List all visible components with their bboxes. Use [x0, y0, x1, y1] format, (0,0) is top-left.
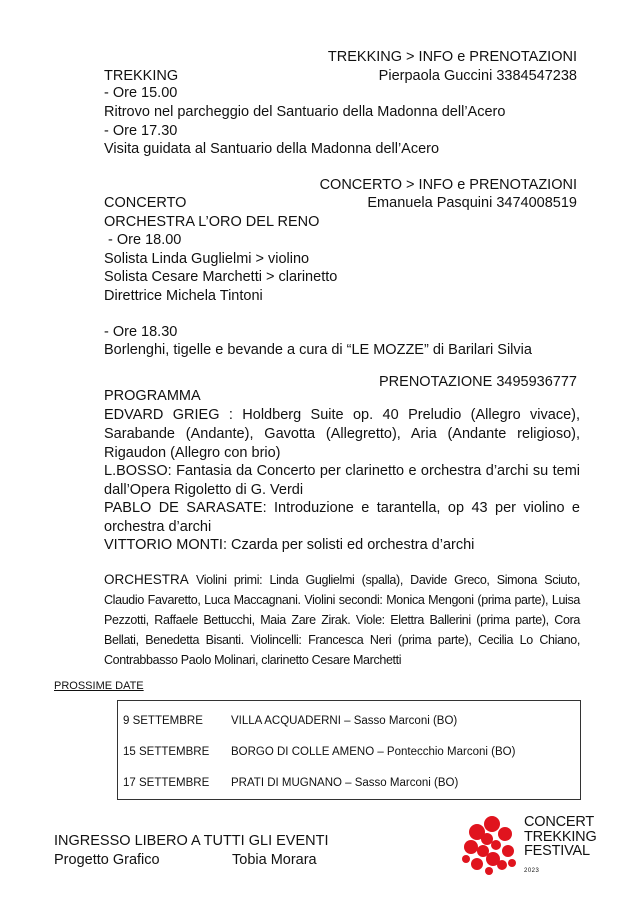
dates-box	[117, 700, 581, 800]
flower-icon	[462, 815, 522, 877]
trekking-line-4: Visita guidata al Santuario della Madonna dell’Acero	[104, 141, 440, 157]
concerto-title: CONCERTO	[104, 195, 187, 211]
orchestra-members-text: Violini primi: Linda Guglielmi (spalla), Davide Greco, Simona Sciuto, Claudio Favaretto, Luca Maccagnani. Violini secondi: Monica Mengoni (prima parte), Luisa Pezzotti, Raffaele Bettucchi, Maia Zare Zirak. Viole: Elettra Ballerini (prima parte), Cora Bellati, Benedetta Bisanti. Violincelli: Francesca Neri (prima parte), Cecilia Lo Chiano, Contrabbasso Paolo Molinari, clarinetto Cesare Marchetti	[104, 573, 580, 667]
programma-item-bosso: L.BOSSO: Fantasia da Concerto per clarinetto e orchestra d’archi su temi dall’Opera Rigoletto di G. Verdi	[104, 463, 580, 498]
orchestra-label: ORCHESTRA	[104, 572, 189, 587]
date-place: VILLA ACQUADERNI – Sasso Marconi (BO)	[231, 715, 458, 727]
logo-dot	[462, 855, 470, 863]
logo-dot	[497, 860, 507, 870]
logo-dot	[498, 827, 512, 841]
trekking-title: TREKKING	[104, 68, 179, 84]
logo-dot	[508, 859, 516, 867]
ingresso-libero: INGRESSO LIBERO A TUTTI GLI EVENTI	[54, 833, 329, 849]
logo-wordmark	[524, 815, 597, 859]
programma-item-sarasate: PABLO DE SARASATE: Introduzione e tarantella, op 43 per violino e orchestra d’archi	[104, 500, 580, 535]
prossime-date-title: PROSSIME DATE	[54, 680, 144, 692]
concerto-contact-header: CONCERTO > INFO e PRENOTAZIONI	[319, 177, 577, 193]
food-time: - Ore 18.30	[104, 324, 178, 340]
date-place: PRATI DI MUGNANO – Sasso Marconi (BO)	[231, 777, 459, 789]
logo-line-2: TREKKING	[524, 828, 597, 845]
logo-dot	[485, 867, 493, 875]
logo-dot	[484, 816, 500, 832]
trekking-contact-name: Pierpaola Guccini 3384547238	[378, 68, 577, 84]
concerto-orchestra: ORCHESTRA L’ORO DEL RENO	[104, 214, 320, 230]
concerto-line-1: - Ore 18.00	[104, 232, 182, 248]
concerto-line-3: Solista Cesare Marchetti > clarinetto	[104, 269, 338, 285]
programma-item-monti: VITTORIO MONTI: Czarda per solisti ed orchestra d’archi	[104, 537, 475, 553]
date-text: 9 SETTEMBRE	[123, 715, 203, 727]
trekking-contact-header: TREKKING > INFO e PRENOTAZIONI	[327, 49, 577, 65]
trekking-line-2: Ritrovo nel parcheggio del Santuario della Madonna dell’Acero	[104, 104, 506, 120]
concerto-contact-name: Emanuela Pasquini 3474008519	[367, 195, 577, 211]
logo-line-3: FESTIVAL	[524, 843, 590, 859]
date-place: BORGO DI COLLE AMENO – Pontecchio Marconi (BO)	[231, 746, 516, 758]
trekking-line-1: - Ore 15.00	[104, 85, 178, 101]
food-text: Borlenghi, tigelle e bevande a cura di “LE MOZZE” di Barilari Silvia	[104, 342, 532, 358]
programma-title: PROGRAMMA	[104, 388, 201, 404]
trekking-line-3: - Ore 17.30	[104, 123, 178, 139]
logo-dot	[491, 840, 501, 850]
logo-dot	[481, 833, 493, 845]
progetto-grafico-label: Progetto Grafico	[54, 852, 160, 868]
orchestra-members	[104, 570, 580, 670]
logo-dot	[502, 845, 514, 857]
logo-dot	[471, 858, 483, 870]
logo-year: 2023	[524, 868, 540, 874]
prenotazione: PRENOTAZIONE 3495936777	[379, 374, 577, 390]
date-text: 17 SETTEMBRE	[123, 777, 210, 789]
concerto-line-4: Direttrice Michela Tintoni	[104, 288, 263, 304]
date-text: 15 SETTEMBRE	[123, 746, 210, 758]
progetto-grafico-name: Tobia Morara	[232, 852, 317, 868]
programma-item-grieg: EDVARD GRIEG : Holdberg Suite op. 40 Preludio (Allegro vivace), Sarabande (Andante), Gavotta (Allegretto), Aria (Andante religioso), Rigaudon (Allegro con brio)	[104, 407, 580, 461]
festival-logo	[462, 814, 597, 885]
logo-dot	[464, 840, 478, 854]
logo-line-1: CONCERT	[524, 814, 595, 830]
concerto-line-2: Solista Linda Guglielmi > violino	[104, 251, 310, 267]
